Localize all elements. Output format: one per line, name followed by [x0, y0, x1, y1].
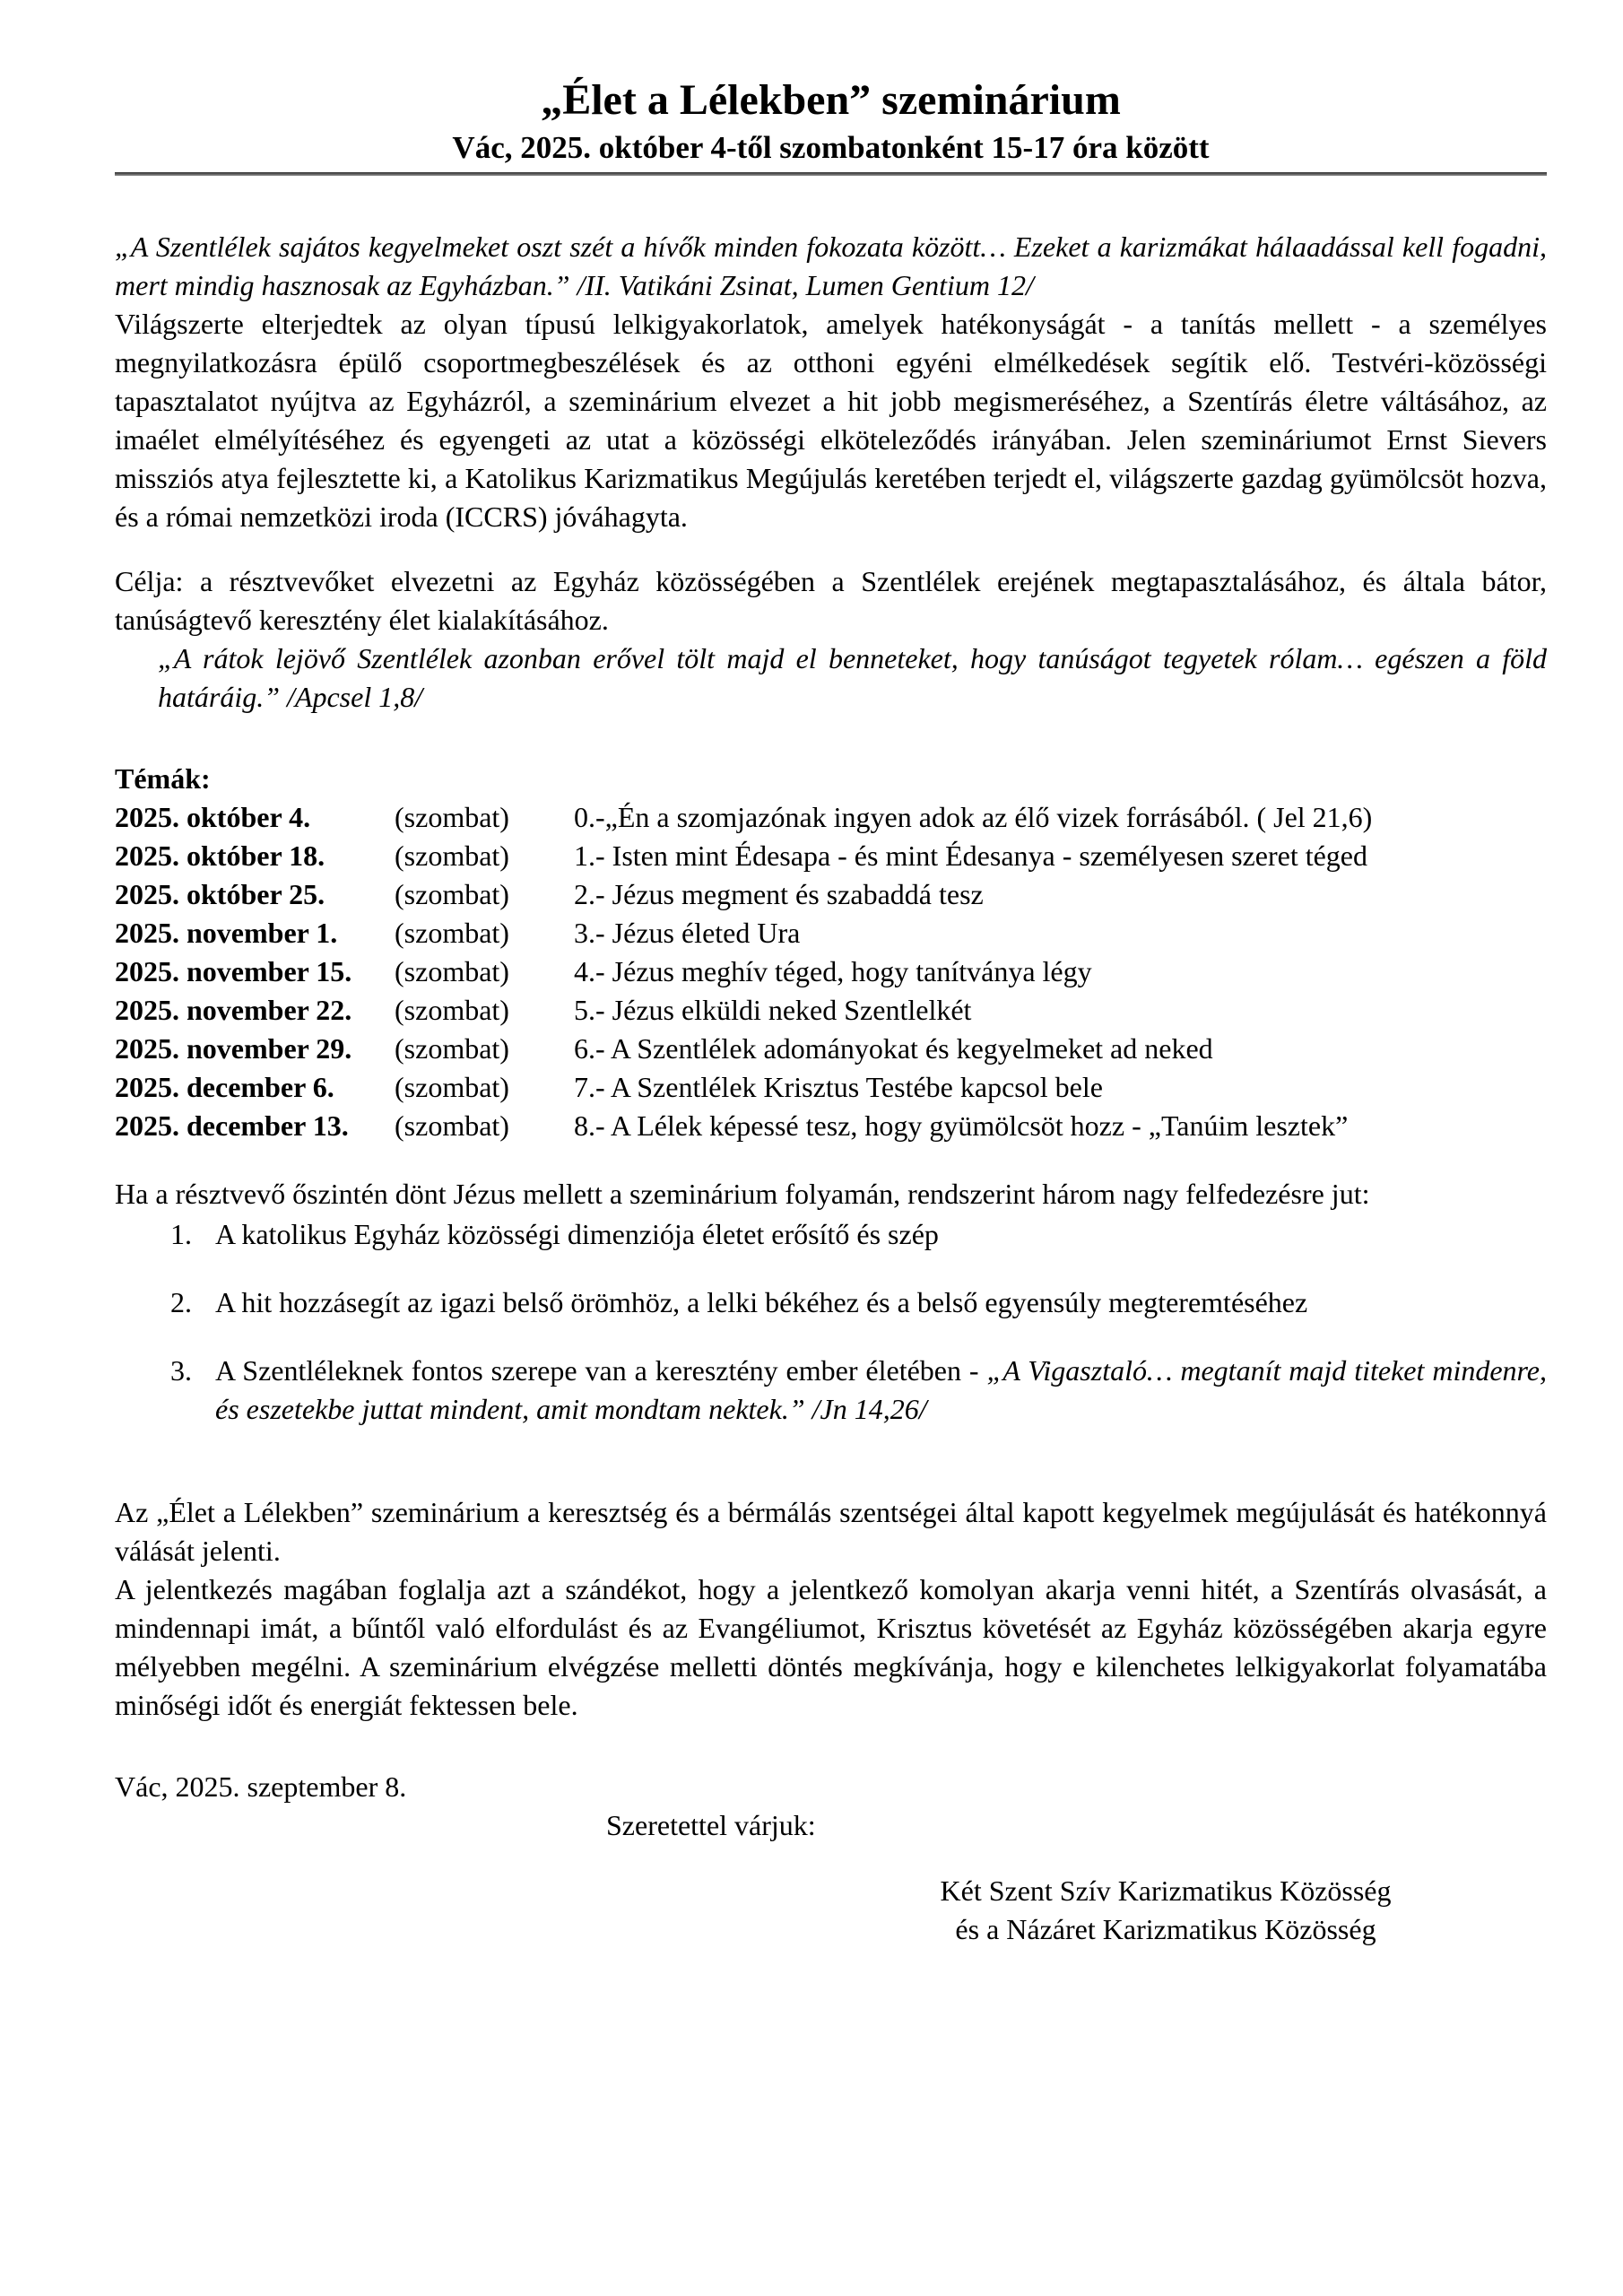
list-item-text	[215, 1352, 1547, 1429]
intro-body-paragraph: Világszerte elterjedtek az olyan típusú lelkigyakorlatok, amelyek hatékonyságát - a tanítás mellett - a személyes megnyilatkozásra épülő csoportmegbeszélések és az otthoni egyéni elmélkedések segítik elő. Testvéri-közösségi tapasztalatot nyújtva az Egyházról, a szeminárium elvezet a hit jobb megismeréséhez, a Szentírás életre váltásához, az imaélet elmélyítéséhez és egyengeti az utat a közösségi elköteleződés irányában. Jelen szemináriumot Ernst Sievers missziós atya fejlesztette ki, a Katolikus Karizmatikus Megújulás keretében terjedt el, világszerte gazdag gyümölcsöt hozva, és a római nemzetközi iroda (ICCRS) jóváhagyta.	[115, 308, 1547, 533]
topic-day: (szombat)	[395, 917, 509, 949]
list-item	[170, 1215, 1547, 1254]
topic-title: 7.- A Szentlélek Krisztus Testébe kapcsol bele	[574, 1071, 1103, 1103]
topic-title: 8.- A Lélek képessé tesz, hogy gyümölcsöt hozz - „Tanúim lesztek”	[574, 1109, 1349, 1142]
topic-title: 5.- Jézus elküldi neked Szentlelkét	[574, 994, 972, 1026]
topic-row	[115, 798, 1547, 837]
list-item-text: A katolikus Egyház közösségi dimenziója életet erősítő és szép	[215, 1218, 939, 1250]
topic-day: (szombat)	[395, 878, 509, 910]
topic-title: 2.- Jézus megment és szabaddá tesz	[574, 878, 984, 910]
topic-date: 2025. december 6.	[115, 1071, 334, 1103]
discoveries-list	[115, 1215, 1547, 1429]
topic-date: 2025. november 22.	[115, 994, 352, 1026]
topic-row	[115, 952, 1547, 991]
closing-paragraph-1: Az „Élet a Lélekben” szeminárium a keresztség és a bérmálás szentségei által kapott kegyelmek megújulását és hatékonnyá válását jelenti.	[115, 1496, 1547, 1567]
dateline: Vác, 2025. szeptember 8.	[115, 1770, 407, 1803]
list-item-text-regular: A Szentléleknek fontos szerepe van a keresztény ember életében -	[215, 1354, 987, 1387]
topic-day: (szombat)	[395, 955, 509, 987]
topic-day: (szombat)	[395, 994, 509, 1026]
goal-paragraph: Célja: a résztvevőket elvezetni az Egyház közösségében a Szentlélek erejének megtapasztalásához, és általa bátor, tanúságtevő keresztény élet kialakításához.	[115, 565, 1547, 636]
topic-date: 2025. október 18.	[115, 839, 325, 872]
topics-heading: Témák:	[115, 762, 211, 795]
topic-date: 2025. december 13.	[115, 1109, 349, 1142]
topic-date: 2025. november 15.	[115, 955, 352, 987]
topic-row	[115, 837, 1547, 875]
closing-paragraph-2: A jelentkezés magában foglalja azt a szándékot, hogy a jelentkező komolyan akarja venni hitét, a Szentírás olvasását, a mindennapi imát, a bűntől való elfordulást és az Evangéliumot, Krisztus követését az Egyház közösségében akarja egyre mélyebben megélni. A szeminárium elvégzése melletti döntés megkívánja, hogy e kilenchetes lelkigyakorlat folyamatába minőségi időt és energiát fektessen bele.	[115, 1573, 1547, 1721]
list-item-quote: „A Vigasztaló… megtanít majd titeket mindenre, és eszetekbe juttat mindent, amit mondtam nektek.” /Jn 14,26/	[215, 1354, 1548, 1425]
topic-row	[115, 1107, 1547, 1145]
topic-title: 4.- Jézus meghív téged, hogy tanítványa légy	[574, 955, 1092, 987]
signature-line-1: Két Szent Szív Karizmatikus Közösség	[940, 1874, 1392, 1907]
topic-row	[115, 875, 1547, 914]
discoveries-intro: Ha a résztvevő őszintén dönt Jézus mellett a szeminárium folyamán, rendszerint három nagy felfedezésre jut:	[115, 1178, 1370, 1210]
topic-date: 2025. november 29.	[115, 1032, 352, 1065]
topic-title: 0.-„Én a szomjazónak ingyen adok az élő vizek forrásából. ( Jel 21,6)	[574, 801, 1373, 833]
list-item-number: 2.	[170, 1286, 192, 1318]
topics-table	[115, 798, 1547, 1145]
topic-day: (szombat)	[395, 801, 509, 833]
farewell-line: Szeretettel várjuk:	[606, 1809, 816, 1841]
list-item	[170, 1352, 1547, 1429]
topic-day: (szombat)	[395, 1032, 509, 1065]
topic-title: 6.- A Szentlélek adományokat és kegyelmeket ad neked	[574, 1032, 1213, 1065]
list-item-text: A hit hozzásegít az igazi belső örömhöz, a lelki békéhez és a belső egyensúly megteremtéséhez	[215, 1286, 1308, 1318]
document-subtitle: Vác, 2025. október 4-től szombatonként 15-17 óra között	[452, 130, 1210, 165]
topic-title: 3.- Jézus életed Ura	[574, 917, 801, 949]
list-item-number: 3.	[170, 1354, 192, 1387]
goal-quote-paragraph: „A rátok lejövő Szentlélek azonban erővel tölt majd el benneteket, hogy tanúságot tegyetek rólam… egészen a föld határáig.” /Apcsel 1,8/	[158, 642, 1547, 713]
topic-day: (szombat)	[395, 1109, 509, 1142]
topic-date: 2025. november 1.	[115, 917, 338, 949]
topic-row	[115, 991, 1547, 1030]
list-item	[170, 1283, 1547, 1322]
intro-quote-paragraph: „A Szentlélek sajátos kegyelmeket oszt szét a hívők minden fokozata között… Ezeket a karizmákat hálaadással kell fogadni, mert mindig hasznosak az Egyházban.” /II. Vatikáni Zsinat, Lumen Gentium 12/	[115, 230, 1547, 301]
document-title: „Élet a Lélekben” szeminárium	[541, 76, 1121, 124]
header-divider	[115, 172, 1547, 176]
topic-day: (szombat)	[395, 839, 509, 872]
topic-row	[115, 1068, 1547, 1107]
signature-line-2: és a Názáret Karizmatikus Közösség	[955, 1913, 1376, 1945]
topic-date: 2025. október 25.	[115, 878, 325, 910]
signature-block	[852, 1872, 1480, 1949]
topic-row	[115, 914, 1547, 952]
topic-date: 2025. október 4.	[115, 801, 311, 833]
topic-row	[115, 1030, 1547, 1068]
topic-title: 1.- Isten mint Édesapa - és mint Édesanya - személyesen szeret téged	[574, 839, 1367, 872]
list-item-number: 1.	[170, 1218, 192, 1250]
topic-day: (szombat)	[395, 1071, 509, 1103]
